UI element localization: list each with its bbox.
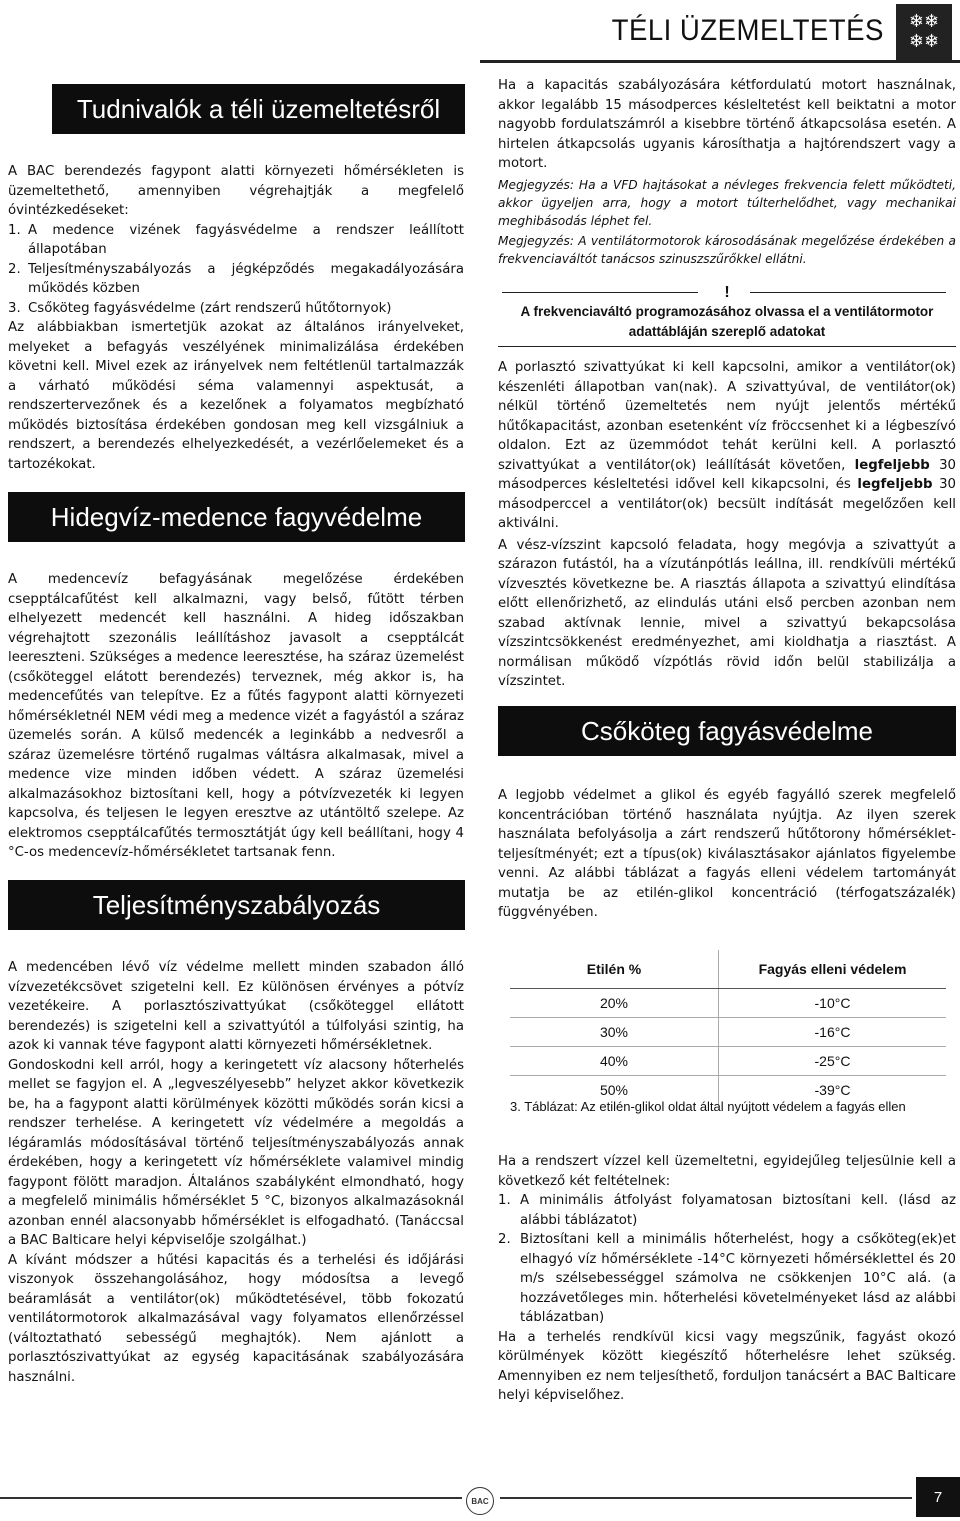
left-intro-block: [8, 162, 464, 474]
table-caption: 3. Táblázat: Az etilén-glikol oldat által nyújtott védelem a fagyás ellen: [510, 1099, 906, 1114]
coil-body: [498, 786, 956, 923]
right-top-block: [498, 76, 956, 268]
table-header-ethylene: Etilén %: [510, 950, 719, 989]
warning-text: A frekvenciaváltó programozásához olvassa el a ventilátormotor adattábláján szereplő adatokat: [520, 304, 934, 339]
capacity-body: [8, 958, 464, 1387]
capacity-paragraph-1: A medencében lévő víz védelme mellett minden szabadon álló vízvezetékcsövet szigetelni kell. Ez különösen érvényes a pótvíz vezetékeire. A porlasztószivattyúkat (csőköteggel ellátott berendezés) is szigetelni kell a szivattyútól a túlfolyási szintig, ha azok ki vannak téve fagypont alatti környezeti hőmérsékletnek.: [8, 960, 464, 1053]
basin-body: [8, 570, 464, 863]
note-sine-filter: Megjegyzés: A ventilátormotorok károsodásának megelőzése érdekében a frekvenciaváltót tanácsos szinuszszűrőkkel ellátni.: [498, 233, 956, 266]
list-item: 3. Csőköteg fagyásvédelme (zárt rendszerű hűtőtornyok): [8, 300, 392, 316]
bac-logo: BAC: [466, 1487, 494, 1515]
two-speed-paragraph: Ha a kapacitás szabályozására kétfordulatú motort használnak, akkor legalább 15 másodperces késleltetést kell beiktatni a motor nagyobb fordulatszámról a kisebbre történő átkapcsolása esetén. A hirtelen átkapcsolás ugyanis károsíthatja a hajtórendszert vagy a motort.: [498, 78, 956, 171]
capacity-paragraph-3: A kívánt módszer a hűtési kapacitás és a terhelési és időjárási viszonyok összehangolásához, hogy módosítsa a levegő beáramlását a ventilátor(ok) működtetésével, több fokozatú ventilátormotorok alkalmazásával vagy folyamatos ellenőrzéssel (változtatható sebességű meghajtók). Nem ajánlott a porlasztószivattyúkat az egység kapacitásának szabályozására használni.: [8, 1252, 464, 1385]
list-item: 2. Teljesítményszabályozás a jégképződés megakadályozására működés közben: [8, 261, 464, 296]
table-row: 20% -10°C: [510, 989, 946, 1018]
table-row: 40% -25°C: [510, 1047, 946, 1076]
level-switch-paragraph: A vész-vízszint kapcsoló feladata, hogy megóvja a szivattyút a szárazon futástól, ha a vízutánpótlás leállna, ill. rendkívüli mértékű vízvesztés következne be. A riasztás állapota a szivattyú elindítása előtt ellenőrizhető, az elindulás utáni első percben azonban nem szabad aktívnak lennie, mivel a szivattyú bekapcsolása vízszintcsökkenést eredményezhet, ami kioldhatja a riasztást. A normálisan működő vízpótlás rövid időn belül stabilizálja a vízszintet.: [498, 537, 956, 689]
footer-line-left: [0, 1497, 462, 1499]
warning-line-left: [502, 292, 698, 293]
basin-paragraph: A medencevíz befagyásának megelőzése érdekében csepptálcafűtést kell alkalmazni, vagy belső, fűtött térben elhelyezett medencét kell használni. A hideg időszakban végrehajtott szezonális leállításhoz javasolt a csepptálcát leereszteni. Szükséges a medence leeresztése, ha száraz üzemelést (csőköteggel elátott berendezés) terveznek, még akkor is, ha medencefűtés van telepítve. Ez a fűtés fagypont alatti környezeti hőmérsékletnél NEM védi meg a medence vizét a fagyástól a száraz üzemelés során. A külső medencék a leginkább a nedvesről a száraz üzemelésre történő rugalmas váltásra alkalmasak, mivel a medence vize minden időben védett. A száraz üzemelési alkalmazásokhoz biztosítani kell, hogy a pótvízvezeték ki legyen kapcsolva, és teljesen le legyen eresztve az utántöltő szelepe. Az elektromos csepptálcafűtés termosztátját úgy kell beállítani, hogy 4 °C-os medencevíz-hőmérsékletet tartsanak fenn.: [8, 572, 464, 860]
warning-line-right: [750, 292, 946, 293]
table-header-row: [510, 950, 946, 989]
section-heading-capacity: Teljesítményszabályozás: [8, 880, 465, 930]
warning-line-bottom: [498, 346, 956, 347]
warning-box: [498, 284, 956, 342]
header-divider: [480, 60, 960, 63]
list-item: 2. Biztosítani kell a minimális hőterhelést, hogy a csőköteg(ek)et elhagyó víz hőmérséklete -14°C környezeti hőmérséklettel és 20 m/s szélsebességgel számolva ne csökkenjen 10°C alá. (a hozzávetőleges min. hőterhelési követelményeket lásd az alábbi táblázatban): [498, 1232, 956, 1325]
warning-icon: !: [724, 284, 730, 301]
section-heading-coil: Csőköteg fagyásvédelme: [498, 706, 956, 756]
page-header-title: TÉLI ÜZEMELTETÉS: [611, 14, 884, 47]
guidelines-paragraph: Az alábbiakban ismertetjük azokat az általános irányelveket, melyeket a befagyás veszélyének minimalizálása érdekében követni kell. Mivel ezek az irányelvek nem feltétlenül tartalmazzák a várható működési séma valamennyi aspektusát, a rendszertervezőnek és a kezelőnek a folyamatos megbízható működés biztosítása érdekében gondosan meg kell vizsgálniuk a rendszert, a berendezés elhelyezkedését, a vezérlőelemeket és a tartozékokat.: [8, 320, 464, 472]
capacity-paragraph-2: Gondoskodni kell arról, hogy a keringetett víz alacsony hőterhelés mellet se fagyjon el. A „legveszélyesebb” helyzet akkor következik be, ha a fagypont alatti körülmények közötti működés során kicsi a rendszer terhelése. A keringetett víz védelmére a megoldás a légáramlás módosításával történő teljesítményszabályozás annak érdekében, hogy a keringetett víz hőmérséklete valamivel mindig fagypont fölött maradjon. Általános szabályként elmondható, hogy a megfelelő minimális hőmérséklet 5 °C, bizonyos alkalmazásoknál azonban ennél alacsonyabb hőmérséklet is elfogadható. (Tanáccsal a BAC Balticare helyi képviselője szolgálhat.): [8, 1057, 464, 1248]
table-row: 50% -39°C: [510, 1076, 946, 1105]
list-item: 1. A minimális átfolyást folyamatosan biztosítani kell. (lásd az alábbi táblázatot): [498, 1193, 956, 1228]
note-vfd: Megjegyzés: Ha a VFD hajtásokat a névleges frekvencia felett működteti, akkor ügyeljen arra, hogy a motort túlterhelődhet, vagy mechanikai meghibásodás léphet fel.: [498, 177, 956, 228]
glycol-table: [510, 950, 946, 1104]
page-number: 7: [916, 1477, 960, 1517]
section-heading-basin: Hidegvíz-medence fagyvédelme: [8, 492, 465, 542]
coil-paragraph: A legjobb védelmet a glikol és egyéb fagyálló szerek megfelelő koncentrációban történő használata nyújtja. Az ilyen szerek használata befolyásolja a zárt rendszerű hűtőtorony hőmérséklet-teljesítményét; ezt a típus(ok) kiválasztásakor ajánlatos figyelembe venni. Az alábbi táblázat a fagyás elleni védelem tartományát mutatja be az etilén-glikol koncentráció (térfogatszázalék) függvényében.: [498, 788, 956, 920]
table-header-protection: Fagyás elleni védelem: [719, 950, 947, 989]
pump-paragraph: A porlasztó szivattyúkat ki kell kapcsolni, amikor a ventilátor(ok) készenléti állapotban van(nak). A szivattyúval, de ventilátor(ok) nélkül történő üzemeltetés nem nyújt jelentős mértékű hűtőkapacitást, azonban esetenként víz fröccsenhet ki a légbeszívó oldalon. Ezt az üzemmódot tehát kerülni kell. A porlasztó szivattyúkat a ventilátor(ok) leállítását követően, legfeljebb 30 másodperces késleltetési idővel kell kikapcsolni, és legfeljebb 30 másodperccel a ventilátor(ok) becsült indítását megelőzően kell aktiválni.: [498, 360, 957, 531]
table-row: 30% -16°C: [510, 1018, 946, 1047]
list-item: 1. A medence vizének fagyásvédelme a rendszer leállított állapotában: [8, 222, 464, 257]
section-heading-winter: Tudnivalók a téli üzemeltetésről: [52, 84, 465, 134]
footer-line-right: [500, 1497, 912, 1499]
conditions-paragraph: Ha a rendszert vízzel kell üzemeltetni, egyidejűleg teljesülnie kell a következő két feltételnek:: [498, 1154, 956, 1189]
low-load-paragraph: Ha a terhelés rendkívül kicsi vagy megszűnik, fagyást okozó körülmények között kiegészítő hőterhelésre lehet szükség. Amennyiben ez nem teljesíthető, forduljon tanácsért a BAC Balticare helyi képviselőhez.: [498, 1329, 956, 1403]
intro-paragraph: A BAC berendezés fagypont alatti környezeti hőmérsékleten is üzemeltethető, amennyiben végrehajtják a megfelelő óvintézkedéseket:: [8, 164, 464, 218]
water-operation-block: [498, 1152, 956, 1406]
snowflakes-icon: ❄❄ ❄❄: [896, 4, 952, 60]
pump-block: [498, 358, 956, 692]
